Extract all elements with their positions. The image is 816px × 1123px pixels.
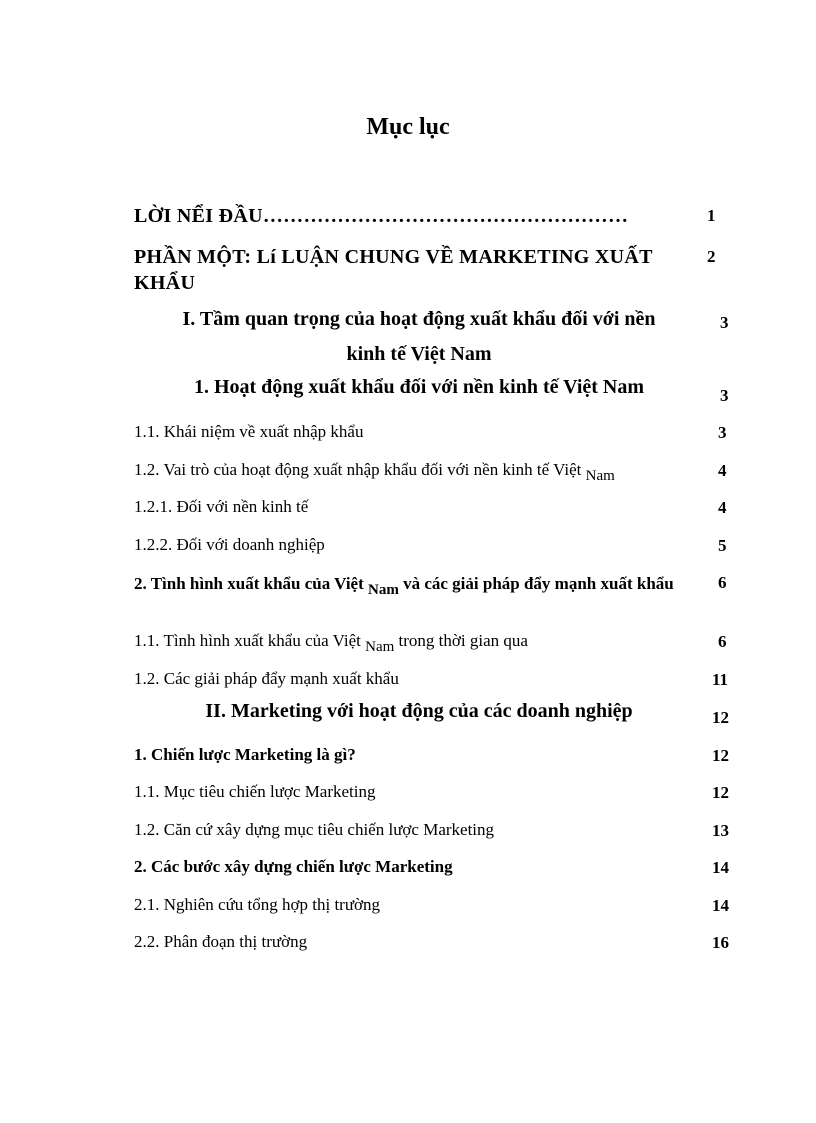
- toc-page-number: 6: [718, 573, 727, 592]
- toc-entry-text: [134, 460, 615, 484]
- toc-page-number: 3: [718, 423, 727, 442]
- toc-page-number: 11: [712, 670, 729, 689]
- toc-entry-text: [134, 631, 528, 655]
- toc-entry-text-part: trong thời gian qua: [394, 631, 528, 650]
- toc-entry-text: 1. Chiến lược Marketing là gì?: [134, 745, 356, 764]
- toc-page-number: 1: [707, 206, 716, 225]
- toc-page-number: 4: [718, 498, 727, 517]
- toc-page-number: 12: [712, 746, 729, 765]
- toc-entry-text: 1.2.2. Đối với doanh nghiệp: [134, 535, 325, 554]
- toc-entry-text: 1.2.1. Đối với nền kinh tế: [134, 497, 309, 516]
- toc-page-number: 5: [718, 536, 727, 555]
- toc-page-number: 3: [720, 386, 729, 405]
- toc-page-number: 4: [718, 461, 727, 480]
- toc-page-number: 16: [712, 933, 729, 952]
- toc-entry-text: 1.1. Khái niệm về xuất nhập khẩu: [134, 422, 364, 441]
- toc-entry-text-part: 1.2. Vai trò của hoạt động xuất nhập khẩu đối với nền kinh tế Việt: [134, 460, 586, 479]
- toc-entry-text: [134, 302, 704, 372]
- toc-entry-text: [134, 572, 679, 597]
- toc-entry-text-part: 2. Tình hình xuất khẩu của Việt: [134, 574, 368, 593]
- toc-entry-text: 1.1. Mục tiêu chiến lược Marketing: [134, 782, 376, 801]
- toc-page-number: 12: [712, 783, 729, 802]
- toc-entry-text: II. Marketing với hoạt động của các doanh nghiệp: [205, 700, 633, 722]
- toc-title: Mục lục: [366, 114, 450, 140]
- toc-page-number: 13: [712, 821, 729, 840]
- toc-entry-line: kinh tế Việt Nam: [346, 343, 492, 365]
- toc-entry-text-part: 1.1. Tình hình xuất khẩu của Việt: [134, 631, 366, 650]
- toc-page-number: 14: [712, 858, 729, 877]
- toc-page-number: 12: [712, 708, 729, 727]
- toc-page-number: 2: [707, 247, 716, 266]
- toc-entry-text: 2.2. Phân đoạn thị trường: [134, 932, 308, 951]
- toc-entry-text-part: Nam: [585, 468, 615, 484]
- toc-entry-text-part: và các giải pháp đẩy mạnh xuất khẩu: [398, 574, 674, 593]
- toc-entry-text: 1.2. Các giải pháp đẩy mạnh xuất khẩu: [134, 669, 399, 688]
- toc-entry-text: 1. Hoạt động xuất khẩu đối với nền kinh tế Việt Nam: [193, 376, 645, 398]
- toc-entry-text: 1.2. Căn cứ xây dựng mục tiêu chiến lược Marketing: [134, 820, 495, 839]
- toc-entry-text: LỜI NỂI ĐẦU………………………………………………: [134, 205, 629, 227]
- toc-page-number: 3: [720, 313, 729, 332]
- toc-entry-text-part: Nam: [365, 639, 395, 655]
- toc-entry-text: 2.1. Nghiên cứu tổng hợp thị trường: [134, 895, 381, 914]
- toc-page-number: 14: [712, 896, 729, 915]
- toc-entry-text: PHẦN MỘT: Lí LUẬN CHUNG VỀ MARKETING XUẤT KHẨU: [134, 246, 653, 294]
- toc-entry-line: I. Tầm quan trọng của hoạt động xuất khẩu đối với nền: [182, 308, 656, 330]
- toc-page-number: 6: [718, 632, 727, 651]
- toc-entry-text-part: Nam: [368, 582, 399, 598]
- toc-entry-text: 2. Các bước xây dựng chiến lược Marketing: [134, 857, 453, 876]
